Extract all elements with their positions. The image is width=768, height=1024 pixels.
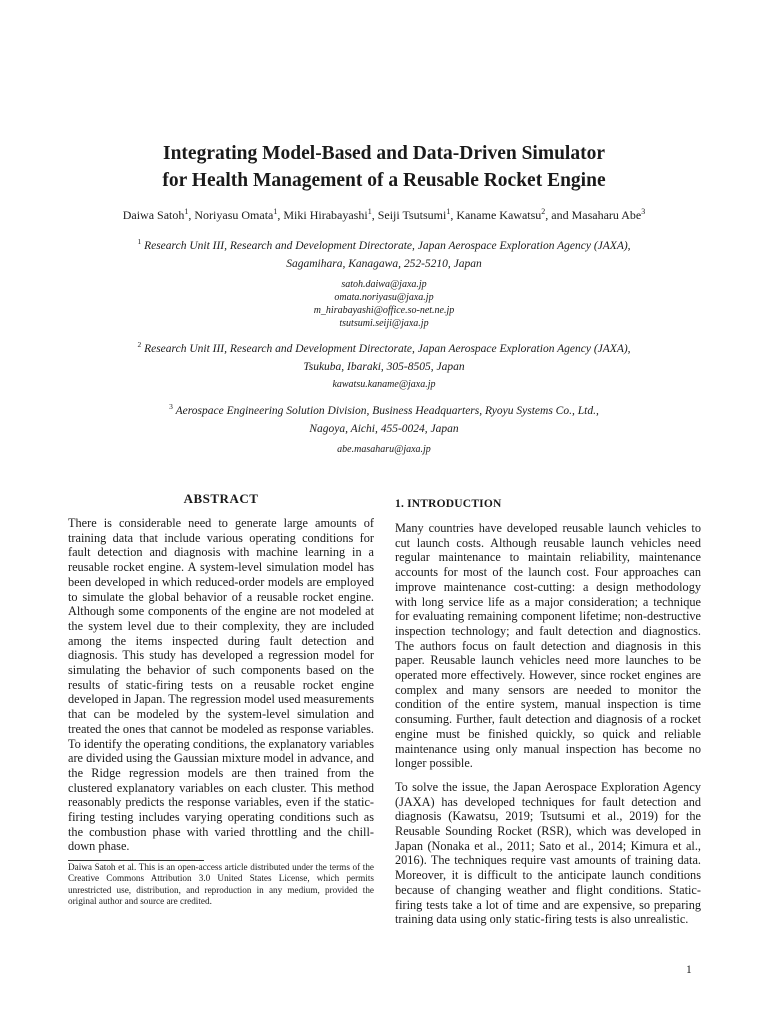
affiliation-address: Sagamihara, Kanagawa, 252-5210, Japan [286,258,482,270]
affiliation-3 [40,402,728,438]
affiliation-line: Aerospace Engineering Solution Division, Business Headquarters, Ryoyu Systems Co., Ltd., [175,405,599,417]
introduction-column [395,521,701,927]
affiliation-mark: 1 [137,237,142,247]
page-number: 1 [686,964,692,976]
author-name: Noriyasu Omata [194,208,274,222]
affiliation-1-emails [40,278,728,330]
author-list [40,208,728,222]
author-separator: , and [545,208,572,222]
author-separator: , [277,208,284,222]
affiliation-mark: 2 [137,340,142,350]
affiliation-address: Tsukuba, Ibaraki, 305-8505, Japan [303,361,465,373]
title-line-1: Integrating Model-Based and Data-Driven Simulator [163,143,605,164]
email-address: tsutsumi.seiji@jaxa.jp [339,318,429,329]
author-affiliation-mark: 3 [641,207,646,216]
license-footnote: Daiwa Satoh et al. This is an open-access article distributed under the terms of the Creative Commons Attribution 3.0 United States License, which permits unrestricted use, distribution, and reproduction in any medium, provided the original author and source are credited. [68,862,374,907]
affiliation-address: Nagoya, Aichi, 455-0024, Japan [309,423,459,435]
email-address: kawatsu.kaname@jaxa.jp [332,379,436,390]
author-name: Miki Hirabayashi [283,208,368,222]
email-address: abe.masaharu@jaxa.jp [337,444,431,455]
author-separator: , [371,208,378,222]
introduction-heading: 1. INTRODUCTION [395,498,502,510]
introduction-paragraph-1: Many countries have developed reusable launch vehicles to cut launch costs. Although reusable launch vehicles need regular maintenance to maintain reliability, maintenance accounts for most of the launch cost. Four approaches can improve maintenance cost-cutting: a design methodology with long service life as a major consideration; a technique for evaluating remaining component lifetime; non-destructive inspection technology; and fault detection and diagnostics. The authors focus on fault detection and diagnosis in this paper. Reusable launch vehicles need more launches to be operated more effectively. However, since rocket engines are complex and many sensors are needed to monitor the condition of the entire system, manual inspection is time consuming. Further, fault detection and diagnosis of a rocket engine must be finished quickly, so quick and reliable maintenance using only manual inspection has become no longer possible. [395,521,701,771]
author-name: Masaharu Abe [571,208,642,222]
abstract-text: There is considerable need to generate large amounts of training data that include various operating conditions for fault detection and diagnosis with machine learning in a reusable rocket engine. A system-level simulation model has been developed in which reduced-order models are employed to simulate the global behavior of a reusable rocket engine. Although some components of the engine are not modeled at the system level due to their complexity, they are included among the items inspected during fault detection and diagnosis. This study has developed a regression model for simulating the behavior of such components based on the results of static-firing tests on a reusable rocket engine developed in Japan. The regression model used measurements that can be modeled by the system-level simulation and treated the ones that cannot be modeled as response variables. To identify the operating conditions, the explanatory variables are divided using the Gaussian mixture model in advance, and the Ridge regression models are then trained from the clustered explanatory variables on each cluster. This method reasonably predicts the response variables, even if the static-firing testing includes varying operating conditions such as the combustion phase with varied throttling and the chill-down phase. [68,516,374,854]
abstract-heading: ABSTRACT [183,491,259,506]
author-affiliation-mark: 1 [446,207,451,216]
introduction-paragraph-2: To solve the issue, the Japan Aerospace Exploration Agency (JAXA) has developed techniques for fault detection and diagnosis (Kawatsu, 2019; Tsutsumi et al., 2019) for the Reusable Sounding Rocket (RSR), which was developed in Japan (Nonaka et al., 2011; Sato et al., 2014; Kimura et al., 2016). The techniques require vast amounts of training data. Moreover, it is difficult to the anticipate launch conditions because of changing weather and flight conditions. Static-firing tests take a lot of time and are expensive, so preparing training data using only static-firing tests is also unrealistic. [395,779,701,927]
footnote-rule [68,860,204,861]
paper-title [60,140,708,194]
author-name: Daiwa Satoh [122,208,185,222]
affiliation-2-emails [40,378,728,391]
affiliation-mark: 3 [169,402,173,412]
abstract-column [68,516,374,854]
email-address: m_hirabayashi@office.so-net.ne.jp [313,305,455,316]
author-affiliation-mark: 1 [184,207,189,216]
affiliation-line: Research Unit III, Research and Development Directorate, Japan Aerospace Exploration Agency (JAXA), [144,240,631,252]
affiliation-2 [40,340,728,376]
author-affiliation-mark: 1 [367,207,372,216]
email-address: omata.noriyasu@jaxa.jp [334,292,434,303]
affiliation-3-emails [40,443,728,456]
author-name: Kaname Kawatsu [456,208,542,222]
author-separator: , [188,208,195,222]
author-name: Seiji Tsutsumi [377,208,447,222]
affiliation-1 [40,237,728,273]
author-separator: , [450,208,457,222]
author-affiliation-mark: 2 [541,207,546,216]
email-address: satoh.daiwa@jaxa.jp [341,279,427,290]
author-affiliation-mark: 1 [273,207,278,216]
affiliation-line: Research Unit III, Research and Development Directorate, Japan Aerospace Exploration Agency (JAXA), [144,343,631,355]
title-line-2: for Health Management of a Reusable Rocket Engine [162,170,606,191]
